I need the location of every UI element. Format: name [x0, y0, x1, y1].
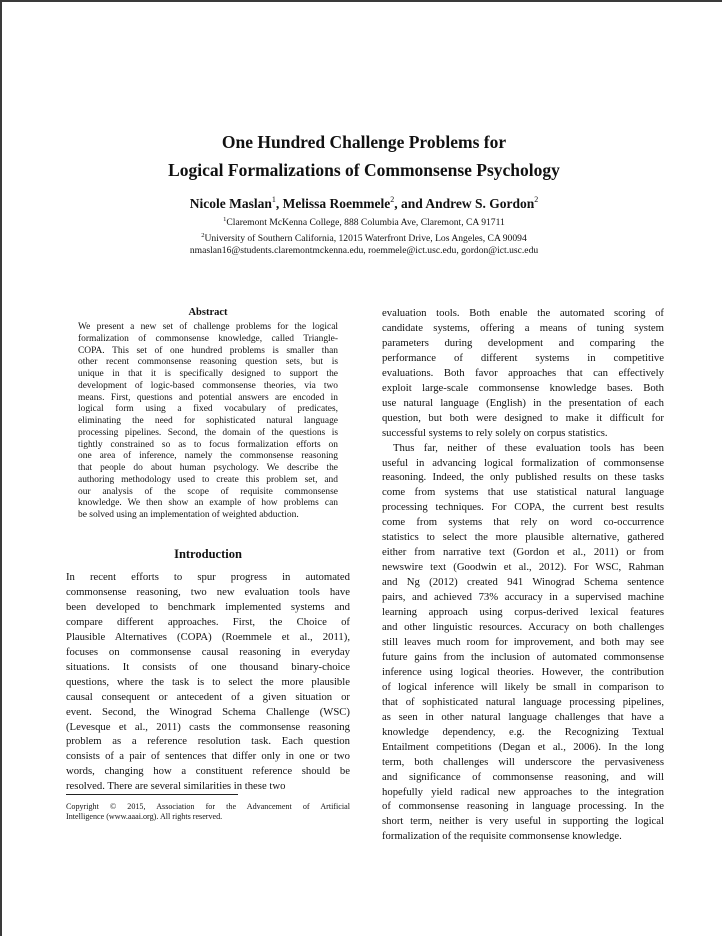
affiliation-1-marker: 1 [223, 216, 227, 223]
right-paragraph-2 [382, 441, 664, 845]
text-line: come from systems that rely on word co-occurrence [382, 516, 664, 529]
text-line: evaluations. Both favor approaches that can effectively [382, 366, 664, 379]
abstract-heading: Abstract [188, 307, 228, 318]
text-line: be solved using an implementation of weighted abduction. [78, 510, 299, 520]
text-line: parameters during development and comparing the [382, 336, 664, 349]
text-line: statistics to select the more plausible alternative, gathered [382, 531, 664, 544]
text-line: other recent commonsense reasoning question sets, but is [78, 357, 338, 368]
author-emails: nmaslan16@students.claremontmckenna.edu, roemmele@ict.usc.edu, gordon@ict.usc.edu [189, 245, 539, 256]
text-line: of commonsense reasoning in language processing. In the [382, 800, 664, 813]
affiliation-2 [2, 230, 724, 246]
text-line: Entailment competitions (Degan et al., 2006). In the long [382, 740, 664, 753]
text-line: term, both challenges will underscore the pervasiveness [382, 755, 664, 768]
text-line: future gains from the inclusion of automated commonsense [382, 650, 664, 663]
text-line: unique in that it is specifically designed to support the [78, 369, 338, 379]
title-line-1: One Hundred Challenge Problems for [221, 132, 507, 152]
text-line: and other linguistic resources. Accuracy on both challenges [382, 621, 664, 634]
affiliation-2-text: University of Southern California, 12015 Waterfront Drive, Los Angeles, CA 90094 [204, 232, 527, 244]
text-line: hopefully yield radical new approaches to the integration [382, 785, 664, 798]
author-2-affil: 2 [390, 195, 395, 204]
text-line: eliminating the need for sophisticated natural language [78, 416, 338, 426]
text-line: commonsense reasoning, two new evaluation tools have [66, 585, 350, 598]
author-1: Nicole Maslan [189, 196, 272, 211]
text-line: processing pipelines. Second, the domain of the questions is [78, 427, 338, 438]
text-line: newswire text (Goodwin et al., 2012). For WSC, Rahman [382, 561, 664, 574]
text-line: pairs, and achieved 73% accuracy in a supervised machine [382, 591, 664, 604]
text-line: reasoning. Indeed, the only published results on these tasks [382, 471, 664, 484]
text-line: knowledge. We then show an example of how problems can [78, 498, 338, 509]
text-line: use natural language (English) in the presentation of each [382, 396, 664, 409]
right-paragraph-1 [382, 306, 664, 441]
author-3-affil: 2 [534, 195, 539, 204]
text-line: authoring methodology used to create this problem set, and [78, 474, 338, 485]
text-line: as seen in other natural language challenges that have a [382, 710, 664, 723]
text-line: In recent efforts to spur progress in automated [66, 571, 350, 583]
paper-title [2, 128, 724, 184]
text-line: successful systems to rely solely on corpus statistics. [382, 426, 608, 439]
text-line: formalization of commonsense knowledge, called Triangle- [78, 333, 338, 344]
text-line: exploit large-scale commonsense knowledge bases. Both [382, 381, 664, 394]
text-line: means. First, questions and potential answers are encoded in [78, 392, 338, 403]
text-line: candidate systems, offering a means of tuning system [382, 321, 664, 334]
text-line: Intelligence (www.aaai.org). All rights reserved. [66, 812, 223, 822]
text-line: consists of a pair of sentences that differ only in one or two [66, 750, 350, 763]
text-line: situations. It consists of one thousand binary-choice [66, 660, 350, 673]
text-line: problem as a reference resolution task. Each question [66, 735, 350, 748]
text-line: been developed to benchmark implemented systems and [66, 600, 350, 613]
right-column [382, 306, 664, 844]
text-line: Thus far, neither of these evaluation tools has been [393, 441, 664, 454]
text-line: words, changing how a constituent reference should be [66, 765, 350, 778]
author-1-affil: 1 [271, 195, 276, 204]
text-line: knowledge dependency, e.g. the Recognizing Textual [382, 725, 664, 738]
text-line: We present a new set of challenge problems for the logical [78, 322, 338, 332]
text-line: performance of different systems in competitive [382, 351, 664, 364]
text-line: compare different approaches. First, the Choice of [66, 615, 350, 628]
text-line: evaluation tools. Both enable the automated scoring of [382, 307, 664, 319]
copyright-notice [66, 802, 350, 823]
text-line: that of sophisticated natural language processing pipelines, [382, 695, 664, 708]
text-line: tightly constrained so as to focus formalization efforts on [78, 439, 338, 450]
affiliation-1 [2, 214, 724, 230]
author-3: and Andrew S. Gordon [400, 196, 535, 211]
text-line: Plausible Alternatives (COPA) (Roemmele et al., 2011), [66, 630, 350, 643]
text-line: logical form using a fixed vocabulary of predicates, [78, 404, 338, 415]
introduction-heading: Introduction [174, 547, 242, 561]
text-line: our analysis of the scope of requisite commonsense [78, 486, 338, 497]
affiliations [2, 214, 724, 258]
text-line: formalization of the requisite commonsense knowledge. [382, 830, 622, 843]
title-line-2: Logical Formalizations of Commonsense Psychology [168, 160, 560, 180]
text-line: useful in advancing logical formalization of commonsense [382, 456, 664, 469]
text-line: resolved. There are several similarities in these two [66, 780, 286, 793]
text-line: focuses on commonsense causal reasoning in everyday [66, 645, 350, 658]
author-2: Melissa Roemmele [282, 196, 391, 211]
text-line: event. Second, the Winograd Schema Challenge (WSC) [66, 705, 350, 718]
text-line: come from systems that use statistical natural language [382, 486, 664, 499]
text-line: and Ng (2012) created 941 Winograd Schema sentence [382, 576, 664, 589]
text-line: processing techniques. For COPA, the current best results [382, 501, 664, 514]
text-line: of logical inference will likely be small in comparison to [382, 680, 664, 693]
text-line: Copyright © 2015, Association for the Advancement of Artificial [66, 802, 350, 811]
text-line: causal consequent or antecedent of a given situation or [66, 690, 350, 703]
introduction-body [66, 570, 350, 794]
text-line: short term, neither is very useful in supporting the logical [382, 815, 664, 828]
text-line: COPA. This set of one hundred problems is smaller than [78, 345, 338, 356]
affiliation-1-text: Claremont McKenna College, 888 Columbia Ave, Claremont, CA 91711 [226, 217, 505, 228]
text-line: question, but both were designed to make it difficult for [382, 411, 664, 424]
text-line: still leaves much room for improvement, and both may see [382, 635, 664, 648]
text-line: (Levesque et al., 2011) casts the commonsense reasoning [66, 720, 350, 733]
text-line: learning approach using corpus-derived lexical features [382, 606, 664, 619]
text-line: either from narrative text (Gordon et al., 2011) or from [382, 546, 664, 559]
text-line: one area of inference, namely the commonsense reasoning [78, 451, 338, 462]
text-line: inference using logical theories. However, the contribution [382, 665, 664, 678]
footnote-rule [66, 794, 238, 795]
text-line: and significance of commonsense reasoning, and will [382, 770, 664, 783]
text-line: development of logic-based commonsense theories, via two [78, 380, 338, 391]
text-line: that people do about human psychology. We describe the [78, 463, 338, 473]
abstract-body [78, 322, 338, 522]
author-list: Nicole Maslan$^1$, Melissa Roemmele$^2$, and Andrew S. Gordon$^2$ [189, 195, 539, 211]
affiliation-2-marker: 2 [201, 231, 205, 239]
text-line: questions, where the task is to select the more plausible [66, 675, 350, 688]
